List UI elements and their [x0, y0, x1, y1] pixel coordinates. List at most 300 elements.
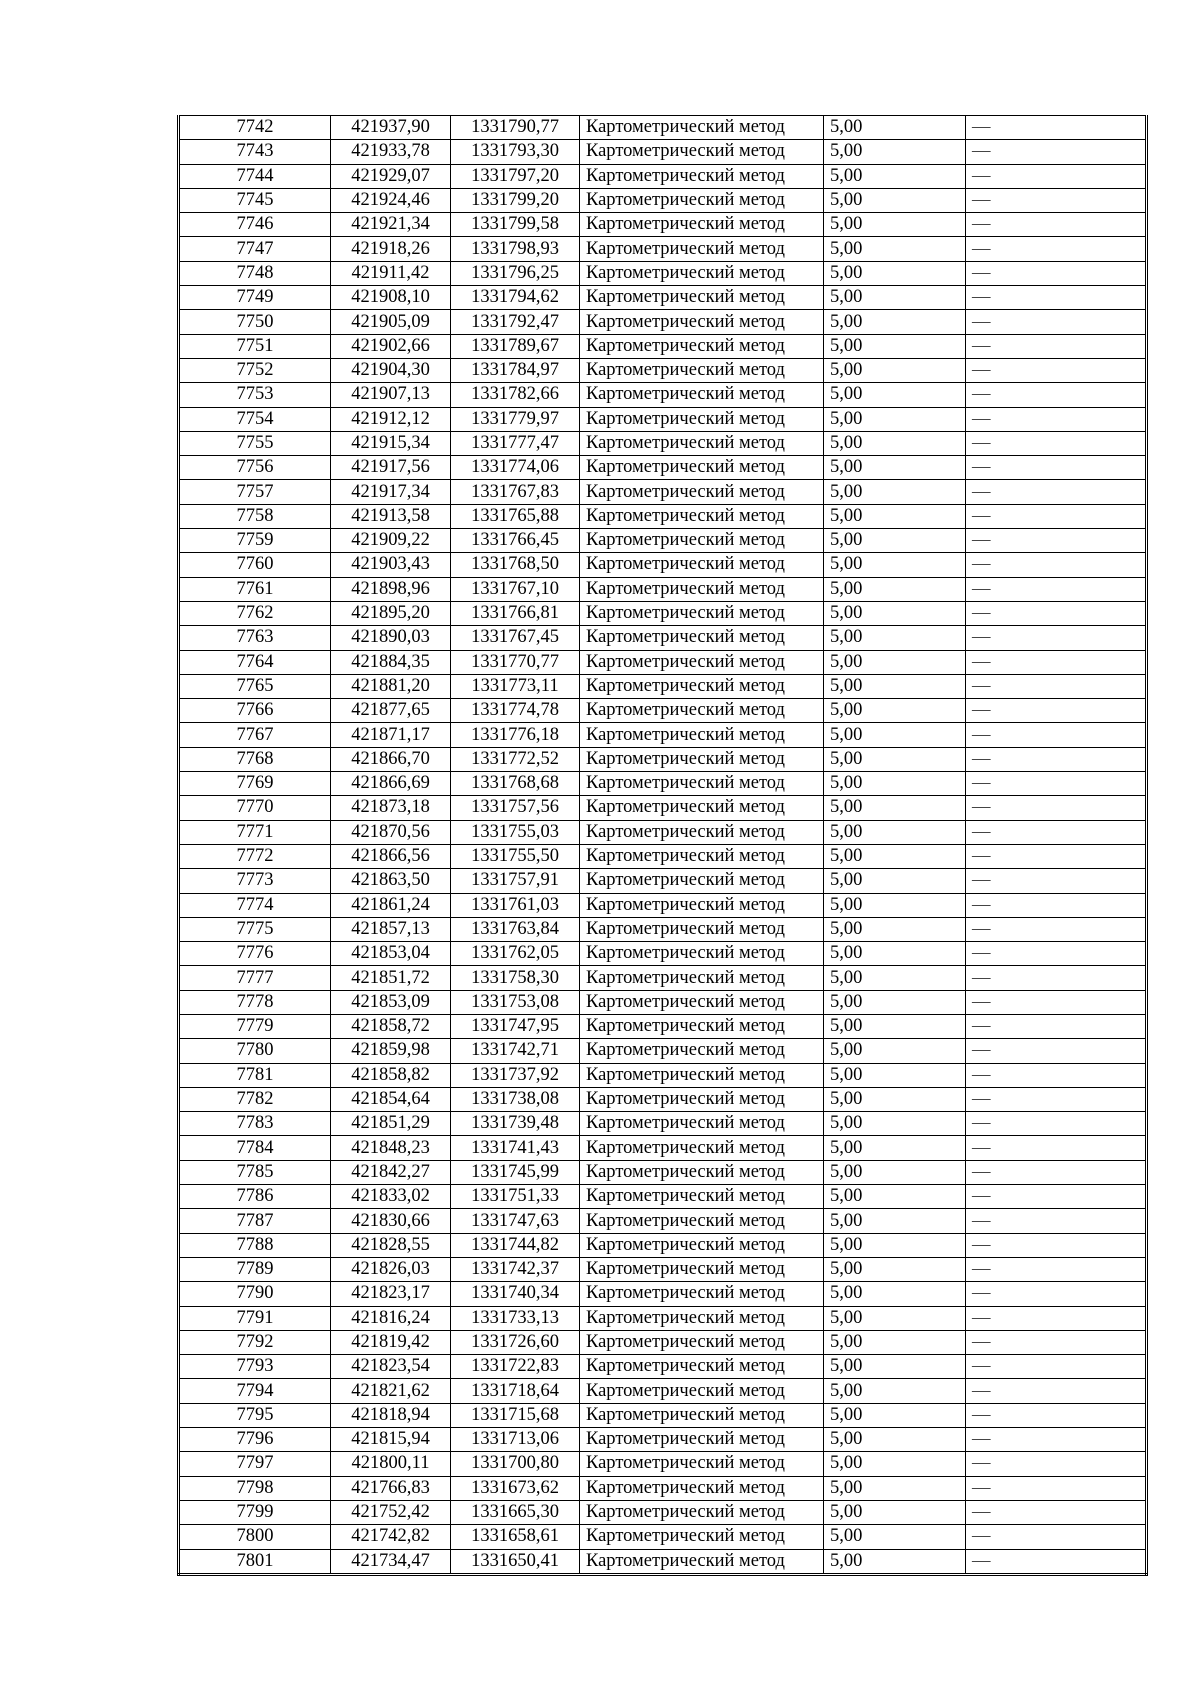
- description-cell: —: [966, 1136, 1147, 1160]
- accuracy-cell: 5,00: [824, 893, 966, 917]
- table-row: [179, 1014, 1147, 1038]
- x-coordinate-cell: 421917,34: [331, 480, 451, 504]
- table-row: [179, 358, 1147, 382]
- x-coordinate-cell: 421884,35: [331, 650, 451, 674]
- point-number-cell: 7759: [179, 529, 331, 553]
- method-cell: Картометрический метод: [580, 1063, 824, 1087]
- description-cell: —: [966, 772, 1147, 796]
- point-number-cell: 7793: [179, 1355, 331, 1379]
- x-coordinate-cell: 421833,02: [331, 1185, 451, 1209]
- method-cell: Картометрический метод: [580, 286, 824, 310]
- description-cell: —: [966, 188, 1147, 212]
- method-cell: Картометрический метод: [580, 1257, 824, 1281]
- description-cell: —: [966, 504, 1147, 528]
- method-cell: Картометрический метод: [580, 844, 824, 868]
- y-coordinate-cell: 1331713,06: [451, 1428, 580, 1452]
- point-number-cell: 7745: [179, 188, 331, 212]
- x-coordinate-cell: 421903,43: [331, 553, 451, 577]
- x-coordinate-cell: 421821,62: [331, 1379, 451, 1403]
- y-coordinate-cell: 1331796,25: [451, 261, 580, 285]
- description-cell: —: [966, 1403, 1147, 1427]
- y-coordinate-cell: 1331789,67: [451, 334, 580, 358]
- point-number-cell: 7752: [179, 358, 331, 382]
- description-cell: —: [966, 747, 1147, 771]
- description-cell: —: [966, 213, 1147, 237]
- accuracy-cell: 5,00: [824, 1014, 966, 1038]
- accuracy-cell: 5,00: [824, 1282, 966, 1306]
- accuracy-cell: 5,00: [824, 116, 966, 140]
- point-number-cell: 7790: [179, 1282, 331, 1306]
- y-coordinate-cell: 1331744,82: [451, 1233, 580, 1257]
- method-cell: Картометрический метод: [580, 188, 824, 212]
- accuracy-cell: 5,00: [824, 213, 966, 237]
- table-row: [179, 1403, 1147, 1427]
- table-row: [179, 1452, 1147, 1476]
- description-cell: —: [966, 480, 1147, 504]
- x-coordinate-cell: 421816,24: [331, 1306, 451, 1330]
- description-cell: —: [966, 1306, 1147, 1330]
- x-coordinate-cell: 421828,55: [331, 1233, 451, 1257]
- y-coordinate-cell: 1331747,95: [451, 1014, 580, 1038]
- accuracy-cell: 5,00: [824, 1185, 966, 1209]
- method-cell: Картометрический метод: [580, 674, 824, 698]
- method-cell: Картометрический метод: [580, 966, 824, 990]
- point-number-cell: 7775: [179, 917, 331, 941]
- table-row: [179, 456, 1147, 480]
- table-row: [179, 966, 1147, 990]
- table-row: [179, 407, 1147, 431]
- point-number-cell: 7749: [179, 286, 331, 310]
- y-coordinate-cell: 1331753,08: [451, 990, 580, 1014]
- description-cell: —: [966, 456, 1147, 480]
- accuracy-cell: 5,00: [824, 1087, 966, 1111]
- accuracy-cell: 5,00: [824, 772, 966, 796]
- table-row: [179, 869, 1147, 893]
- method-cell: Картометрический метод: [580, 310, 824, 334]
- table-row: [179, 1136, 1147, 1160]
- description-cell: —: [966, 237, 1147, 261]
- description-cell: —: [966, 844, 1147, 868]
- description-cell: —: [966, 1500, 1147, 1524]
- table-row: [179, 213, 1147, 237]
- accuracy-cell: 5,00: [824, 1428, 966, 1452]
- point-number-cell: 7785: [179, 1160, 331, 1184]
- x-coordinate-cell: 421800,11: [331, 1452, 451, 1476]
- y-coordinate-cell: 1331774,06: [451, 456, 580, 480]
- x-coordinate-cell: 421858,72: [331, 1014, 451, 1038]
- table-row: [179, 917, 1147, 941]
- y-coordinate-cell: 1331765,88: [451, 504, 580, 528]
- accuracy-cell: 5,00: [824, 1257, 966, 1281]
- accuracy-cell: 5,00: [824, 164, 966, 188]
- method-cell: Картометрический метод: [580, 650, 824, 674]
- y-coordinate-cell: 1331673,62: [451, 1476, 580, 1500]
- y-coordinate-cell: 1331766,81: [451, 601, 580, 625]
- y-coordinate-cell: 1331739,48: [451, 1112, 580, 1136]
- x-coordinate-cell: 421924,46: [331, 188, 451, 212]
- table-row: [179, 1330, 1147, 1354]
- point-number-cell: 7766: [179, 699, 331, 723]
- x-coordinate-cell: 421859,98: [331, 1039, 451, 1063]
- accuracy-cell: 5,00: [824, 407, 966, 431]
- table-row: [179, 1379, 1147, 1403]
- point-number-cell: 7768: [179, 747, 331, 771]
- accuracy-cell: 5,00: [824, 1330, 966, 1354]
- x-coordinate-cell: 421842,27: [331, 1160, 451, 1184]
- point-number-cell: 7794: [179, 1379, 331, 1403]
- method-cell: Картометрический метод: [580, 1330, 824, 1354]
- description-cell: —: [966, 1257, 1147, 1281]
- x-coordinate-cell: 421742,82: [331, 1525, 451, 1549]
- y-coordinate-cell: 1331738,08: [451, 1087, 580, 1111]
- accuracy-cell: 5,00: [824, 699, 966, 723]
- x-coordinate-cell: 421933,78: [331, 140, 451, 164]
- method-cell: Картометрический метод: [580, 869, 824, 893]
- accuracy-cell: 5,00: [824, 650, 966, 674]
- point-number-cell: 7756: [179, 456, 331, 480]
- table-row: [179, 796, 1147, 820]
- description-cell: —: [966, 164, 1147, 188]
- point-number-cell: 7743: [179, 140, 331, 164]
- table-row: [179, 310, 1147, 334]
- accuracy-cell: 5,00: [824, 723, 966, 747]
- table-row: [179, 674, 1147, 698]
- table-row: [179, 164, 1147, 188]
- y-coordinate-cell: 1331784,97: [451, 358, 580, 382]
- x-coordinate-cell: 421911,42: [331, 261, 451, 285]
- method-cell: Картометрический метод: [580, 140, 824, 164]
- point-number-cell: 7783: [179, 1112, 331, 1136]
- y-coordinate-cell: 1331758,30: [451, 966, 580, 990]
- y-coordinate-cell: 1331755,03: [451, 820, 580, 844]
- description-cell: —: [966, 529, 1147, 553]
- x-coordinate-cell: 421851,72: [331, 966, 451, 990]
- y-coordinate-cell: 1331726,60: [451, 1330, 580, 1354]
- y-coordinate-cell: 1331722,83: [451, 1355, 580, 1379]
- method-cell: Картометрический метод: [580, 456, 824, 480]
- description-cell: —: [966, 893, 1147, 917]
- table-row: [179, 1257, 1147, 1281]
- table-row: [179, 237, 1147, 261]
- table-row: [179, 504, 1147, 528]
- x-coordinate-cell: 421873,18: [331, 796, 451, 820]
- method-cell: Картометрический метод: [580, 553, 824, 577]
- x-coordinate-cell: 421823,17: [331, 1282, 451, 1306]
- x-coordinate-cell: 421752,42: [331, 1500, 451, 1524]
- y-coordinate-cell: 1331745,99: [451, 1160, 580, 1184]
- description-cell: —: [966, 601, 1147, 625]
- x-coordinate-cell: 421921,34: [331, 213, 451, 237]
- method-cell: Картометрический метод: [580, 1549, 824, 1574]
- y-coordinate-cell: 1331761,03: [451, 893, 580, 917]
- accuracy-cell: 5,00: [824, 1063, 966, 1087]
- accuracy-cell: 5,00: [824, 529, 966, 553]
- table-row: [179, 626, 1147, 650]
- method-cell: Картометрический метод: [580, 747, 824, 771]
- description-cell: —: [966, 1063, 1147, 1087]
- description-cell: —: [966, 1355, 1147, 1379]
- coordinates-table: [177, 115, 1148, 1576]
- description-cell: —: [966, 990, 1147, 1014]
- y-coordinate-cell: 1331650,41: [451, 1549, 580, 1574]
- accuracy-cell: 5,00: [824, 1233, 966, 1257]
- x-coordinate-cell: 421861,24: [331, 893, 451, 917]
- x-coordinate-cell: 421871,17: [331, 723, 451, 747]
- method-cell: Картометрический метод: [580, 383, 824, 407]
- point-number-cell: 7755: [179, 431, 331, 455]
- y-coordinate-cell: 1331742,71: [451, 1039, 580, 1063]
- description-cell: —: [966, 1379, 1147, 1403]
- point-number-cell: 7789: [179, 1257, 331, 1281]
- method-cell: Картометрический метод: [580, 820, 824, 844]
- description-cell: —: [966, 966, 1147, 990]
- accuracy-cell: 5,00: [824, 140, 966, 164]
- table-row: [179, 334, 1147, 358]
- method-cell: Картометрический метод: [580, 577, 824, 601]
- y-coordinate-cell: 1331737,92: [451, 1063, 580, 1087]
- y-coordinate-cell: 1331747,63: [451, 1209, 580, 1233]
- description-cell: —: [966, 140, 1147, 164]
- method-cell: Картометрический метод: [580, 529, 824, 553]
- accuracy-cell: 5,00: [824, 1136, 966, 1160]
- point-number-cell: 7754: [179, 407, 331, 431]
- coordinates-table-body: [179, 116, 1147, 1575]
- point-number-cell: 7776: [179, 942, 331, 966]
- x-coordinate-cell: 421848,23: [331, 1136, 451, 1160]
- accuracy-cell: 5,00: [824, 1355, 966, 1379]
- description-cell: —: [966, 796, 1147, 820]
- table-row: [179, 650, 1147, 674]
- point-number-cell: 7798: [179, 1476, 331, 1500]
- y-coordinate-cell: 1331658,61: [451, 1525, 580, 1549]
- point-number-cell: 7788: [179, 1233, 331, 1257]
- x-coordinate-cell: 421907,13: [331, 383, 451, 407]
- x-coordinate-cell: 421912,12: [331, 407, 451, 431]
- point-number-cell: 7782: [179, 1087, 331, 1111]
- description-cell: —: [966, 286, 1147, 310]
- method-cell: Картометрический метод: [580, 213, 824, 237]
- y-coordinate-cell: 1331766,45: [451, 529, 580, 553]
- accuracy-cell: 5,00: [824, 1500, 966, 1524]
- y-coordinate-cell: 1331757,56: [451, 796, 580, 820]
- method-cell: Картометрический метод: [580, 699, 824, 723]
- y-coordinate-cell: 1331768,50: [451, 553, 580, 577]
- description-cell: —: [966, 1112, 1147, 1136]
- y-coordinate-cell: 1331798,93: [451, 237, 580, 261]
- point-number-cell: 7800: [179, 1525, 331, 1549]
- table-row: [179, 1039, 1147, 1063]
- table-row: [179, 1209, 1147, 1233]
- method-cell: Картометрический метод: [580, 1403, 824, 1427]
- x-coordinate-cell: 421766,83: [331, 1476, 451, 1500]
- y-coordinate-cell: 1331777,47: [451, 431, 580, 455]
- table-row: [179, 529, 1147, 553]
- y-coordinate-cell: 1331799,20: [451, 188, 580, 212]
- method-cell: Картометрический метод: [580, 1087, 824, 1111]
- table-row: [179, 1160, 1147, 1184]
- y-coordinate-cell: 1331782,66: [451, 383, 580, 407]
- description-cell: —: [966, 358, 1147, 382]
- table-row: [179, 820, 1147, 844]
- description-cell: —: [966, 1549, 1147, 1574]
- x-coordinate-cell: 421918,26: [331, 237, 451, 261]
- point-number-cell: 7769: [179, 772, 331, 796]
- table-row: [179, 772, 1147, 796]
- method-cell: Картометрический метод: [580, 431, 824, 455]
- description-cell: —: [966, 1233, 1147, 1257]
- method-cell: Картометрический метод: [580, 1452, 824, 1476]
- x-coordinate-cell: 421895,20: [331, 601, 451, 625]
- accuracy-cell: 5,00: [824, 917, 966, 941]
- method-cell: Картометрический метод: [580, 407, 824, 431]
- point-number-cell: 7747: [179, 237, 331, 261]
- y-coordinate-cell: 1331741,43: [451, 1136, 580, 1160]
- description-cell: —: [966, 1525, 1147, 1549]
- x-coordinate-cell: 421877,65: [331, 699, 451, 723]
- description-cell: —: [966, 723, 1147, 747]
- x-coordinate-cell: 421854,64: [331, 1087, 451, 1111]
- accuracy-cell: 5,00: [824, 747, 966, 771]
- accuracy-cell: 5,00: [824, 1476, 966, 1500]
- description-cell: —: [966, 1087, 1147, 1111]
- table-row: [179, 1063, 1147, 1087]
- method-cell: Картометрический метод: [580, 1428, 824, 1452]
- table-row: [179, 1306, 1147, 1330]
- x-coordinate-cell: 421898,96: [331, 577, 451, 601]
- x-coordinate-cell: 421818,94: [331, 1403, 451, 1427]
- point-number-cell: 7786: [179, 1185, 331, 1209]
- accuracy-cell: 5,00: [824, 431, 966, 455]
- description-cell: —: [966, 1014, 1147, 1038]
- accuracy-cell: 5,00: [824, 310, 966, 334]
- table-row: [179, 1185, 1147, 1209]
- method-cell: Картометрический метод: [580, 1112, 824, 1136]
- table-row: [179, 1428, 1147, 1452]
- accuracy-cell: 5,00: [824, 237, 966, 261]
- point-number-cell: 7751: [179, 334, 331, 358]
- point-number-cell: 7742: [179, 116, 331, 140]
- point-number-cell: 7763: [179, 626, 331, 650]
- y-coordinate-cell: 1331718,64: [451, 1379, 580, 1403]
- point-number-cell: 7787: [179, 1209, 331, 1233]
- table-row: [179, 1476, 1147, 1500]
- x-coordinate-cell: 421929,07: [331, 164, 451, 188]
- point-number-cell: 7744: [179, 164, 331, 188]
- description-cell: —: [966, 699, 1147, 723]
- x-coordinate-cell: 421866,56: [331, 844, 451, 868]
- method-cell: Картометрический метод: [580, 358, 824, 382]
- accuracy-cell: 5,00: [824, 1379, 966, 1403]
- accuracy-cell: 5,00: [824, 1112, 966, 1136]
- x-coordinate-cell: 421866,70: [331, 747, 451, 771]
- x-coordinate-cell: 421866,69: [331, 772, 451, 796]
- description-cell: —: [966, 650, 1147, 674]
- method-cell: Картометрический метод: [580, 626, 824, 650]
- description-cell: —: [966, 310, 1147, 334]
- accuracy-cell: 5,00: [824, 1549, 966, 1574]
- description-cell: —: [966, 1428, 1147, 1452]
- method-cell: Картометрический метод: [580, 942, 824, 966]
- table-row: [179, 480, 1147, 504]
- point-number-cell: 7797: [179, 1452, 331, 1476]
- point-number-cell: 7758: [179, 504, 331, 528]
- method-cell: Картометрический метод: [580, 334, 824, 358]
- point-number-cell: 7764: [179, 650, 331, 674]
- description-cell: —: [966, 553, 1147, 577]
- description-cell: —: [966, 917, 1147, 941]
- y-coordinate-cell: 1331773,11: [451, 674, 580, 698]
- method-cell: Картометрический метод: [580, 504, 824, 528]
- y-coordinate-cell: 1331770,77: [451, 650, 580, 674]
- method-cell: Картометрический метод: [580, 261, 824, 285]
- method-cell: Картометрический метод: [580, 1014, 824, 1038]
- x-coordinate-cell: 421853,04: [331, 942, 451, 966]
- method-cell: Картометрический метод: [580, 1306, 824, 1330]
- accuracy-cell: 5,00: [824, 1525, 966, 1549]
- x-coordinate-cell: 421904,30: [331, 358, 451, 382]
- accuracy-cell: 5,00: [824, 1452, 966, 1476]
- table-row: [179, 1087, 1147, 1111]
- method-cell: Картометрический метод: [580, 601, 824, 625]
- x-coordinate-cell: 421851,29: [331, 1112, 451, 1136]
- table-row: [179, 990, 1147, 1014]
- point-number-cell: 7773: [179, 869, 331, 893]
- point-number-cell: 7767: [179, 723, 331, 747]
- y-coordinate-cell: 1331792,47: [451, 310, 580, 334]
- description-cell: —: [966, 261, 1147, 285]
- accuracy-cell: 5,00: [824, 504, 966, 528]
- point-number-cell: 7760: [179, 553, 331, 577]
- point-number-cell: 7771: [179, 820, 331, 844]
- method-cell: Картометрический метод: [580, 772, 824, 796]
- y-coordinate-cell: 1331757,91: [451, 869, 580, 893]
- accuracy-cell: 5,00: [824, 1160, 966, 1184]
- table-row: [179, 1500, 1147, 1524]
- method-cell: Картометрический метод: [580, 796, 824, 820]
- table-row: [179, 699, 1147, 723]
- point-number-cell: 7777: [179, 966, 331, 990]
- accuracy-cell: 5,00: [824, 820, 966, 844]
- table-row: [179, 893, 1147, 917]
- description-cell: —: [966, 1209, 1147, 1233]
- point-number-cell: 7792: [179, 1330, 331, 1354]
- description-cell: —: [966, 1476, 1147, 1500]
- accuracy-cell: 5,00: [824, 261, 966, 285]
- description-cell: —: [966, 820, 1147, 844]
- point-number-cell: 7746: [179, 213, 331, 237]
- table-row: [179, 188, 1147, 212]
- table-row: [179, 1233, 1147, 1257]
- table-row: [179, 383, 1147, 407]
- x-coordinate-cell: 421823,54: [331, 1355, 451, 1379]
- table-row: [179, 261, 1147, 285]
- method-cell: Картометрический метод: [580, 917, 824, 941]
- x-coordinate-cell: 421881,20: [331, 674, 451, 698]
- point-number-cell: 7779: [179, 1014, 331, 1038]
- accuracy-cell: 5,00: [824, 553, 966, 577]
- table-row: [179, 431, 1147, 455]
- accuracy-cell: 5,00: [824, 383, 966, 407]
- method-cell: Картометрический метод: [580, 1136, 824, 1160]
- point-number-cell: 7784: [179, 1136, 331, 1160]
- method-cell: Картометрический метод: [580, 116, 824, 140]
- accuracy-cell: 5,00: [824, 674, 966, 698]
- x-coordinate-cell: 421815,94: [331, 1428, 451, 1452]
- point-number-cell: 7770: [179, 796, 331, 820]
- method-cell: Картометрический метод: [580, 723, 824, 747]
- point-number-cell: 7753: [179, 383, 331, 407]
- y-coordinate-cell: 1331767,45: [451, 626, 580, 650]
